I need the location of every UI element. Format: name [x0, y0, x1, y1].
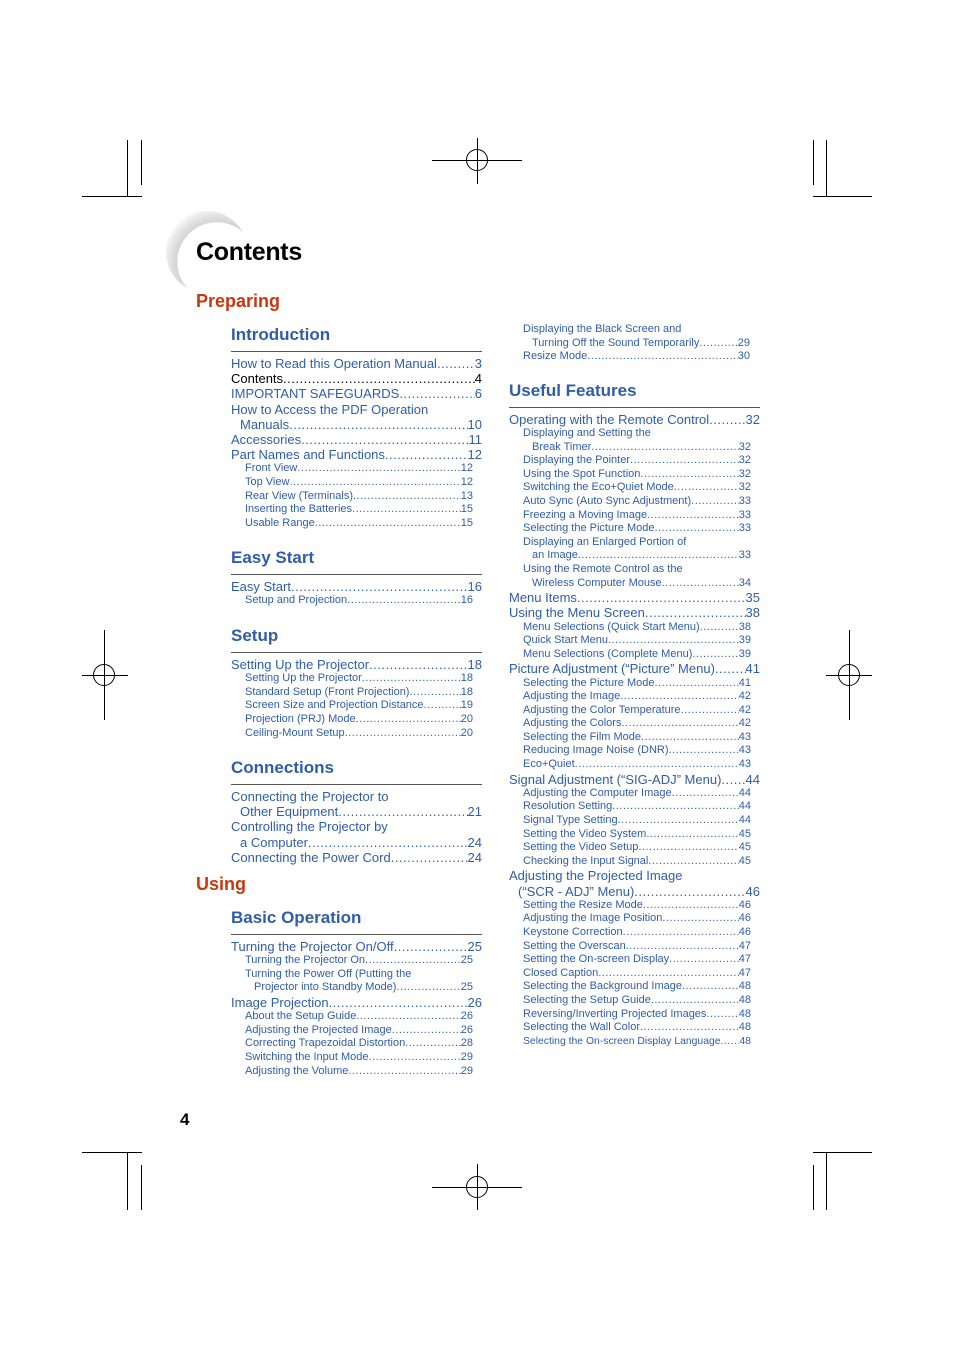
toc-subentry[interactable]: Adjusting the Image ..... 42 — [509, 690, 760, 704]
toc-subentry[interactable]: Turning the Projector On ..... 25 — [231, 954, 482, 968]
toc-subentry[interactable]: Rear View (Terminals) ..... 13 — [231, 490, 482, 504]
toc-entry[interactable]: Contents ..... 4 — [231, 371, 482, 386]
toc-subentry[interactable]: Adjusting the Image Position ..... 46 — [509, 912, 760, 926]
toc-subentry[interactable]: Reversing/Inverting Projected Images ..... 48 — [509, 1008, 760, 1022]
toc-entry[interactable]: IMPORTANT SAFEGUARDS ..... 6 — [231, 386, 482, 401]
toc-list — [231, 356, 482, 530]
toc-subentry[interactable]: Adjusting the Colors ..... 42 — [509, 717, 760, 731]
toc-entry[interactable]: Other Equipment ..... 21 — [231, 804, 482, 819]
toc-entry[interactable]: How to Read this Operation Manual ..... 3 — [231, 356, 482, 371]
toc-subentry[interactable]: Selecting the Background Image ..... 48 — [509, 980, 760, 994]
toc-subentry[interactable]: Using the Spot Function ..... 32 — [509, 468, 760, 482]
section-rule — [231, 934, 482, 935]
toc-subentry[interactable]: Selecting the Wall Color ..... 48 — [509, 1021, 760, 1035]
toc-subentry-line1[interactable]: Using the Remote Control as the — [523, 562, 683, 575]
toc-list — [231, 579, 482, 608]
toc-subentry[interactable]: Selecting the Picture Mode ..... 33 — [509, 522, 760, 536]
toc-subentry[interactable]: Setting the On-screen Display ..... 47 — [509, 953, 760, 967]
toc-entry[interactable]: Menu Items ..... 35 — [509, 590, 760, 605]
section-useful-features — [509, 380, 760, 1049]
toc-subentry[interactable]: Setup and Projection ..... 16 — [231, 594, 482, 608]
toc-subentry[interactable]: Switching the Eco+Quiet Mode ..... 32 — [509, 481, 760, 495]
toc-entry[interactable]: Image Projection ..... 26 — [231, 995, 482, 1010]
toc-subentry[interactable]: Resolution Setting ..... 44 — [509, 800, 760, 814]
toc-entry[interactable]: Operating with the Remote Control ..... 32 — [509, 412, 760, 427]
toc-entry-line1[interactable]: Adjusting the Projected Image — [509, 868, 683, 884]
toc-entry-line1[interactable]: Connecting the Projector to — [231, 789, 389, 804]
toc-list — [231, 789, 482, 865]
toc-subentry[interactable]: Break Timer ..... 32 — [509, 441, 760, 455]
toc-subentry-line1[interactable]: Displaying an Enlarged Portion of — [523, 535, 687, 548]
toc-subentry[interactable]: Checking the Input Signal ..... 45 — [509, 855, 760, 869]
section-title: Basic Operation — [231, 908, 362, 927]
toc-subentry[interactable]: Auto Sync (Auto Sync Adjustment) ..... 33 — [509, 495, 760, 509]
toc-subentry[interactable]: About the Setup Guide ..... 26 — [231, 1010, 482, 1024]
toc-entry[interactable]: Using the Menu Screen ..... 38 — [509, 605, 760, 620]
section-rule — [231, 351, 482, 352]
toc-entry[interactable]: Connecting the Power Cord ..... 24 — [231, 850, 482, 865]
toc-subentry[interactable]: Switching the Input Mode ..... 29 — [231, 1051, 482, 1065]
section-introduction — [231, 324, 482, 530]
toc-subentry[interactable]: Adjusting the Projected Image ..... 26 — [231, 1024, 482, 1038]
toc-subentry[interactable]: Adjusting the Color Temperature ..... 42 — [509, 704, 760, 718]
toc-subentry[interactable]: Closed Caption ..... 47 — [509, 967, 760, 981]
toc-entry[interactable]: Easy Start ..... 16 — [231, 579, 482, 594]
section-title: Useful Features — [509, 380, 637, 400]
toc-subentry-line1[interactable]: Displaying and Setting the — [523, 426, 651, 439]
toc-subentry[interactable]: Selecting the Film Mode ..... 43 — [509, 731, 760, 745]
toc-entry[interactable]: Manuals ..... 10 — [231, 417, 482, 432]
toc-subentry[interactable]: Standard Setup (Front Projection) ..... 18 — [231, 686, 482, 700]
section-rule — [231, 784, 482, 785]
toc-subentry[interactable]: Turning Off the Sound Temporarily ..... 29 — [509, 337, 759, 351]
toc-subentry[interactable]: Setting Up the Projector ..... 18 — [231, 672, 482, 686]
toc-entry[interactable]: Setting Up the Projector ..... 18 — [231, 657, 482, 672]
toc-entry-line1[interactable]: Controlling the Projector by — [231, 819, 388, 835]
toc-entry[interactable]: Signal Adjustment (“SIG-ADJ” Menu) ..... 44 — [509, 772, 760, 787]
toc-entry[interactable]: Accessories ..... 11 — [231, 432, 482, 447]
toc-entry[interactable]: Picture Adjustment (“Picture” Menu) ..... 41 — [509, 661, 760, 676]
toc-subentry[interactable]: Front View ..... 12 — [231, 462, 482, 476]
toc-subentry[interactable]: Quick Start Menu ..... 39 — [509, 634, 760, 648]
toc-subentry[interactable]: Wireless Computer Mouse ..... 34 — [509, 577, 760, 591]
toc-list — [231, 657, 482, 740]
toc-subentry[interactable]: Projection (PRJ) Mode ..... 20 — [231, 713, 482, 727]
part-heading-using: Using — [196, 874, 247, 894]
toc-subentry[interactable]: Adjusting the Computer Image ..... 44 — [509, 787, 760, 801]
toc-subentry[interactable]: Displaying the Pointer ..... 32 — [509, 454, 760, 468]
toc-subentry[interactable]: Setting the Video Setup ..... 45 — [509, 841, 760, 855]
section-rule — [231, 574, 482, 575]
toc-subentry[interactable]: Menu Selections (Quick Start Menu) ..... 38 — [509, 621, 760, 635]
toc-subentry[interactable]: Selecting the Picture Mode ..... 41 — [509, 677, 760, 691]
toc-subentry[interactable]: Usable Range ..... 15 — [231, 517, 482, 531]
toc-list-basic-operation-continued — [509, 323, 759, 364]
page-title: Contents — [196, 238, 302, 266]
toc-subentry[interactable]: Signal Type Setting ..... 44 — [509, 814, 760, 828]
toc-subentry-line1[interactable]: Turning the Power Off (Putting the — [245, 967, 412, 980]
section-connections — [231, 757, 482, 865]
toc-subentry[interactable]: Reducing Image Noise (DNR) ..... 43 — [509, 744, 760, 758]
toc-entry[interactable]: a Computer ..... 24 — [231, 835, 482, 850]
toc-subentry[interactable]: Top View ..... 12 — [231, 476, 482, 490]
toc-entry[interactable]: Turning the Projector On/Off ..... 25 — [231, 939, 482, 954]
toc-subentry[interactable]: Inserting the Batteries ..... 15 — [231, 503, 482, 517]
section-setup — [231, 625, 482, 740]
toc-subentry[interactable]: Setting the Overscan ..... 47 — [509, 940, 760, 954]
part-heading-preparing: Preparing — [196, 291, 281, 311]
toc-subentry[interactable]: an Image ..... 33 — [509, 549, 760, 563]
section-title: Connections — [231, 758, 334, 777]
section-rule — [231, 652, 482, 653]
toc-list — [231, 939, 482, 1078]
toc-entry-line1[interactable]: How to Access the PDF Operation — [231, 401, 429, 417]
toc-subentry[interactable]: Adjusting the Volume ..... 29 — [231, 1065, 482, 1079]
toc-entry[interactable]: Part Names and Functions ..... 12 — [231, 447, 482, 462]
toc-subentry-line1[interactable]: Displaying the Black Screen and — [523, 323, 682, 335]
right-column — [509, 323, 759, 1048]
toc-subentry[interactable]: Menu Selections (Complete Menu) ..... 39 — [509, 648, 760, 662]
toc-subentry[interactable]: Setting the Resize Mode ..... 46 — [509, 899, 760, 913]
section-title: Setup — [231, 626, 279, 645]
section-title: Introduction — [231, 325, 331, 344]
section-rule — [509, 407, 760, 408]
toc-subentry[interactable]: Resize Mode ..... 30 — [509, 350, 759, 364]
section-basic-operation — [231, 907, 482, 1078]
toc-subentry[interactable]: Selecting the Setup Guide ..... 48 — [509, 994, 760, 1008]
toc-subentry[interactable]: Selecting the On-screen Display Language ..... 48 — [509, 1035, 760, 1049]
page-number: 4 — [180, 1110, 190, 1129]
toc-subentry[interactable]: Keystone Correction ..... 46 — [509, 926, 760, 940]
toc-subentry[interactable]: Eco+Quiet ..... 43 — [509, 758, 760, 772]
toc-list — [509, 412, 760, 1049]
toc-subentry[interactable]: Screen Size and Projection Distance ..... 19 — [231, 699, 482, 713]
toc-subentry[interactable]: Ceiling-Mount Setup ..... 20 — [231, 727, 482, 741]
toc-entry[interactable]: (“SCR - ADJ” Menu) ..... 46 — [509, 884, 760, 899]
toc-subentry[interactable]: Setting the Video System ..... 45 — [509, 828, 760, 842]
toc-subentry[interactable]: Correcting Trapezoidal Distortion ..... 28 — [231, 1037, 482, 1051]
section-easy-start — [231, 547, 482, 608]
toc-subentry[interactable]: Projector into Standby Mode) ..... 25 — [231, 981, 482, 995]
section-title: Easy Start — [231, 548, 315, 567]
toc-subentry[interactable]: Freezing a Moving Image ..... 33 — [509, 509, 760, 523]
